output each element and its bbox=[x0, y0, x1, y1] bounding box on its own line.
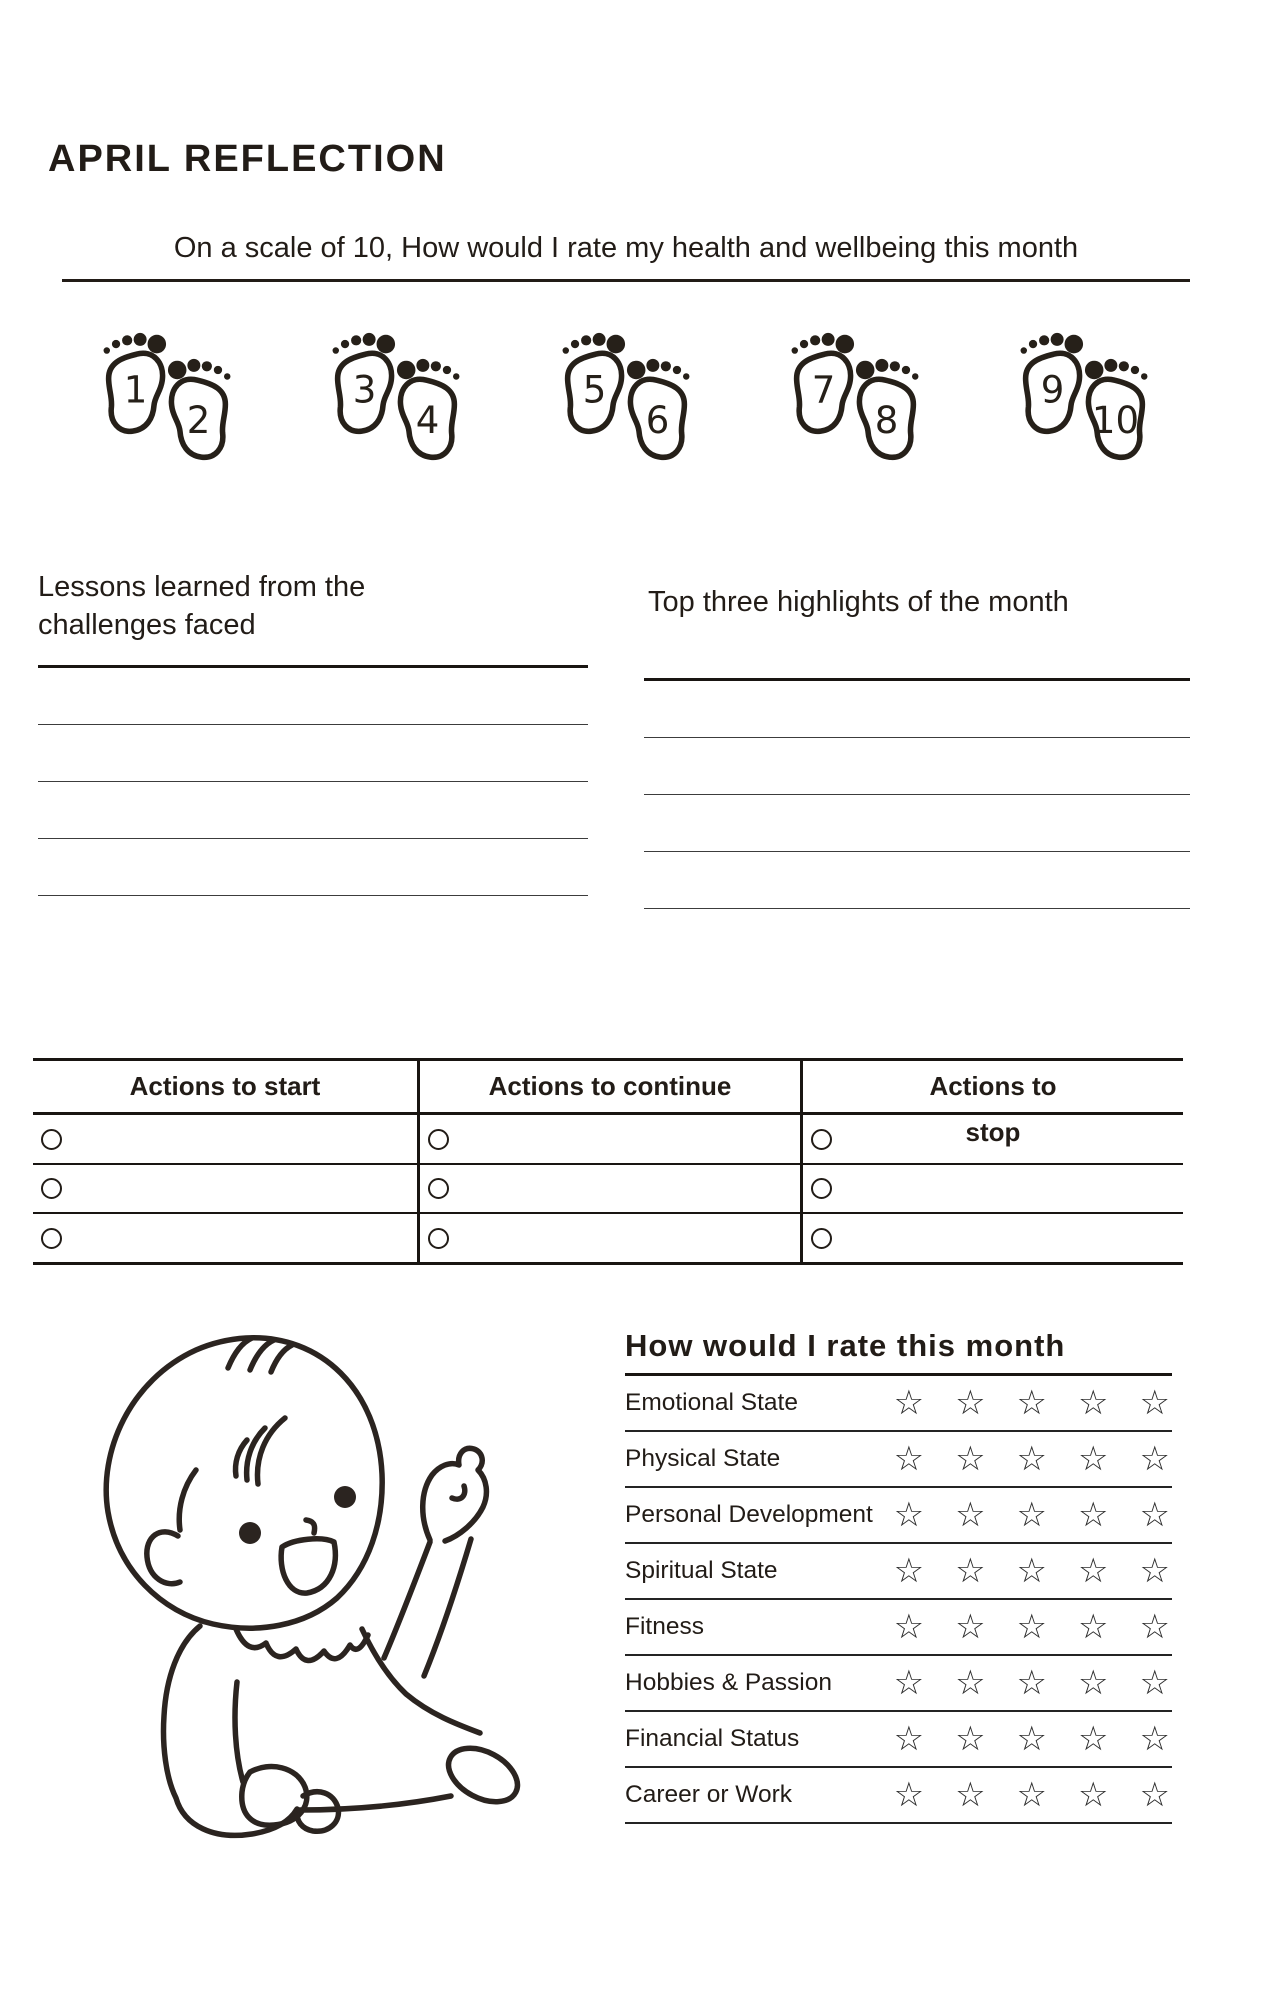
star-icon[interactable]: ☆ bbox=[1078, 1775, 1109, 1815]
star-icon[interactable]: ☆ bbox=[955, 1551, 986, 1591]
star-icon[interactable]: ☆ bbox=[893, 1551, 925, 1591]
write-line[interactable] bbox=[644, 738, 1190, 795]
star-icon[interactable]: ☆ bbox=[1139, 1551, 1170, 1591]
star-icon[interactable]: ☆ bbox=[1139, 1383, 1170, 1423]
rating-row bbox=[625, 1432, 1172, 1488]
star-icon[interactable]: ☆ bbox=[1139, 1719, 1170, 1759]
actions-cell[interactable] bbox=[417, 1214, 800, 1262]
star-icon[interactable]: ☆ bbox=[1016, 1663, 1048, 1703]
scale-number[interactable]: 6 bbox=[645, 399, 669, 443]
star-icon[interactable]: ☆ bbox=[955, 1719, 986, 1759]
star-icon[interactable]: ☆ bbox=[1016, 1551, 1048, 1591]
star-icon[interactable]: ☆ bbox=[955, 1607, 986, 1647]
bullet-circle-icon[interactable] bbox=[41, 1129, 62, 1150]
star-icon[interactable]: ☆ bbox=[1078, 1607, 1109, 1647]
rating-category-label: Emotional State bbox=[625, 1389, 798, 1416]
star-rating bbox=[893, 1383, 1172, 1423]
rating-category-label: Physical State bbox=[625, 1445, 781, 1472]
star-rating bbox=[893, 1663, 1172, 1703]
bullet-circle-icon[interactable] bbox=[811, 1178, 832, 1199]
rating-category-label: Hobbies & Passion bbox=[625, 1669, 833, 1696]
actions-column-header bbox=[417, 1061, 800, 1115]
actions-header-label: Actions to bbox=[929, 1071, 1057, 1101]
rating-category-label: Spiritual State bbox=[625, 1557, 778, 1584]
heading-underline bbox=[38, 611, 588, 668]
scale-question-text: On a scale of 10, How would I rate my health and wellbeing this month bbox=[173, 232, 1079, 264]
bullet-circle-icon[interactable] bbox=[41, 1228, 62, 1249]
scale-number[interactable]: 9 bbox=[1040, 368, 1065, 412]
rating-rows bbox=[625, 1376, 1172, 1824]
actions-column-header bbox=[33, 1061, 417, 1115]
rating-category-label: Fitness bbox=[625, 1613, 704, 1640]
star-icon[interactable]: ☆ bbox=[1016, 1383, 1048, 1423]
star-icon[interactable]: ☆ bbox=[955, 1439, 986, 1479]
star-rating bbox=[893, 1495, 1172, 1535]
rating-category-label: Personal Development bbox=[625, 1501, 873, 1528]
star-icon[interactable]: ☆ bbox=[1078, 1439, 1109, 1479]
footprint-pair[interactable] bbox=[776, 332, 934, 471]
write-line[interactable] bbox=[38, 668, 588, 725]
rating-row bbox=[625, 1600, 1172, 1656]
lessons-write-area bbox=[38, 611, 588, 896]
star-rating bbox=[893, 1551, 1172, 1591]
highlights-write-area bbox=[644, 624, 1190, 909]
star-icon[interactable]: ☆ bbox=[1139, 1439, 1170, 1479]
baby-pointing-drawing bbox=[100, 1326, 530, 1851]
rating-row bbox=[625, 1768, 1172, 1824]
actions-cell[interactable] bbox=[800, 1214, 1183, 1262]
star-icon[interactable]: ☆ bbox=[1078, 1719, 1109, 1759]
actions-cell[interactable] bbox=[417, 1115, 800, 1165]
actions-header-label: Actions to continue bbox=[488, 1071, 732, 1101]
star-icon[interactable]: ☆ bbox=[1016, 1607, 1048, 1647]
star-rating bbox=[893, 1607, 1172, 1647]
star-rating bbox=[893, 1439, 1172, 1479]
star-icon[interactable]: ☆ bbox=[893, 1439, 925, 1479]
rating-row bbox=[625, 1544, 1172, 1600]
write-line[interactable] bbox=[644, 852, 1190, 909]
footprint-pair[interactable] bbox=[317, 332, 475, 471]
star-icon[interactable]: ☆ bbox=[1078, 1663, 1109, 1703]
scale-number[interactable]: 7 bbox=[811, 368, 836, 412]
star-icon[interactable]: ☆ bbox=[1016, 1775, 1048, 1815]
footprint-pair[interactable] bbox=[547, 332, 705, 471]
write-line[interactable] bbox=[38, 839, 588, 896]
heading-underline bbox=[644, 624, 1190, 681]
scale-number[interactable]: 10 bbox=[1091, 399, 1140, 443]
star-icon[interactable]: ☆ bbox=[1139, 1663, 1170, 1703]
write-line[interactable] bbox=[644, 795, 1190, 852]
actions-cell[interactable] bbox=[33, 1165, 417, 1214]
page-title: APRIL REFLECTION bbox=[48, 138, 447, 180]
rating-row bbox=[625, 1656, 1172, 1712]
actions-cell[interactable] bbox=[417, 1165, 800, 1214]
rating-row bbox=[625, 1488, 1172, 1544]
star-icon[interactable]: ☆ bbox=[1139, 1607, 1170, 1647]
star-icon[interactable]: ☆ bbox=[955, 1495, 986, 1535]
bullet-circle-icon[interactable] bbox=[428, 1129, 449, 1150]
star-icon[interactable]: ☆ bbox=[1016, 1495, 1048, 1535]
star-icon[interactable]: ☆ bbox=[1078, 1383, 1109, 1423]
star-icon[interactable]: ☆ bbox=[893, 1495, 925, 1535]
star-rating bbox=[893, 1775, 1172, 1815]
rating-row bbox=[625, 1376, 1172, 1432]
star-icon[interactable]: ☆ bbox=[955, 1383, 986, 1423]
write-line[interactable] bbox=[644, 681, 1190, 738]
actions-table bbox=[33, 1058, 1183, 1265]
actions-header-label-line2: stop bbox=[965, 1117, 1021, 1147]
rating-row bbox=[625, 1712, 1172, 1768]
scale-number[interactable]: 5 bbox=[582, 368, 606, 412]
footprint-scale bbox=[88, 332, 1163, 471]
actions-cell[interactable] bbox=[33, 1115, 417, 1165]
star-icon[interactable]: ☆ bbox=[893, 1719, 925, 1759]
star-icon[interactable]: ☆ bbox=[1016, 1719, 1048, 1759]
actions-cell[interactable] bbox=[800, 1165, 1183, 1214]
bullet-circle-icon[interactable] bbox=[428, 1178, 449, 1199]
star-icon[interactable]: ☆ bbox=[893, 1663, 925, 1703]
star-icon[interactable]: ☆ bbox=[1139, 1775, 1170, 1815]
scale-number[interactable]: 4 bbox=[415, 399, 440, 443]
bullet-circle-icon[interactable] bbox=[811, 1228, 832, 1249]
scale-question bbox=[62, 232, 1190, 282]
scale-number[interactable]: 3 bbox=[352, 368, 377, 412]
rating-panel bbox=[625, 1328, 1172, 1824]
footprint-pair[interactable] bbox=[1005, 332, 1163, 471]
actions-column-header bbox=[800, 1061, 1183, 1147]
actions-header-label: Actions to start bbox=[129, 1071, 321, 1101]
star-icon[interactable]: ☆ bbox=[1078, 1495, 1109, 1535]
bullet-circle-icon[interactable] bbox=[41, 1178, 62, 1199]
star-icon[interactable]: ☆ bbox=[955, 1775, 986, 1815]
rating-category-label: Career or Work bbox=[625, 1781, 793, 1808]
lessons-heading: Lessons learned from the challenges faced bbox=[38, 571, 366, 642]
scale-number[interactable]: 1 bbox=[123, 368, 148, 412]
actions-cell[interactable] bbox=[33, 1214, 417, 1262]
star-icon[interactable]: ☆ bbox=[1016, 1439, 1048, 1479]
highlights-heading: Top three highlights of the month bbox=[648, 586, 1069, 618]
footprint-pair[interactable] bbox=[88, 332, 246, 471]
bullet-circle-icon[interactable] bbox=[428, 1228, 449, 1249]
baby-illustration bbox=[100, 1326, 530, 1851]
write-line[interactable] bbox=[38, 725, 588, 782]
star-icon[interactable]: ☆ bbox=[1078, 1551, 1109, 1591]
star-icon[interactable]: ☆ bbox=[1139, 1495, 1170, 1535]
scale-number[interactable]: 2 bbox=[186, 399, 211, 443]
star-icon[interactable]: ☆ bbox=[893, 1775, 925, 1815]
star-rating bbox=[893, 1719, 1172, 1759]
scale-number[interactable]: 8 bbox=[874, 399, 899, 443]
write-line[interactable] bbox=[38, 782, 588, 839]
rating-heading: How would I rate this month bbox=[625, 1328, 1172, 1376]
star-icon[interactable]: ☆ bbox=[955, 1663, 986, 1703]
star-icon[interactable]: ☆ bbox=[893, 1607, 925, 1647]
star-icon[interactable]: ☆ bbox=[893, 1383, 925, 1423]
rating-category-label: Financial Status bbox=[625, 1725, 800, 1752]
